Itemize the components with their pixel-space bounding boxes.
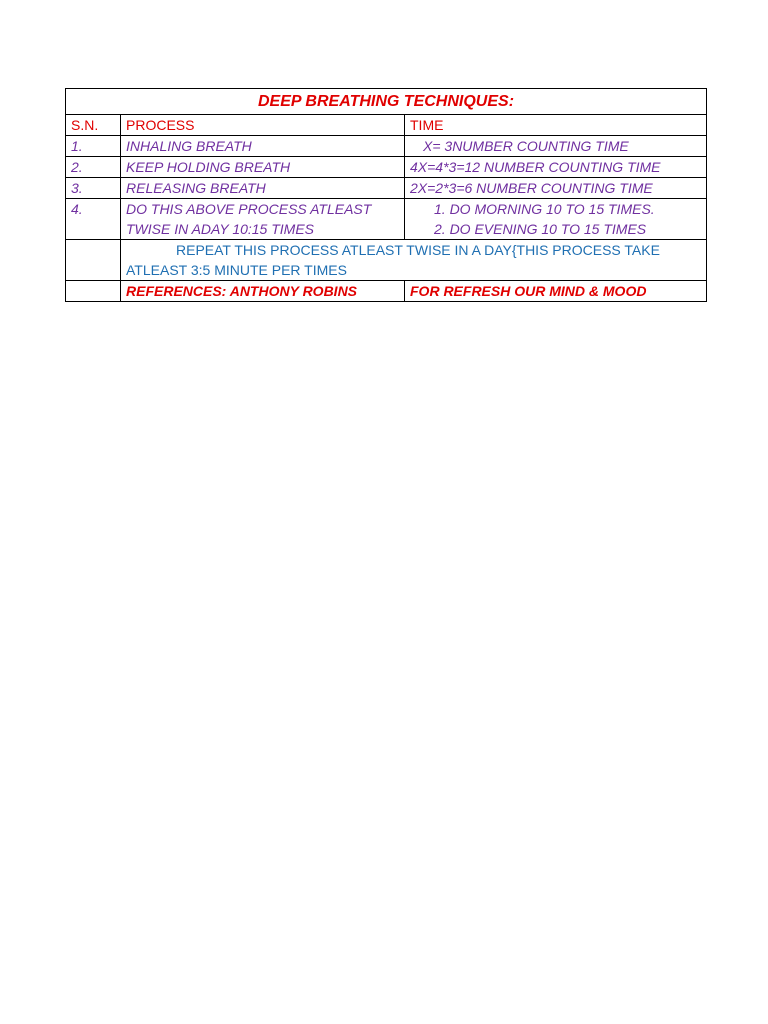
row-sn: 2. [66,157,121,178]
row-time: 4X=4*3=12 NUMBER COUNTING TIME [405,157,707,178]
header-row [66,115,707,136]
repeat-row [66,240,707,281]
header-time: TIME [405,115,707,136]
references-row [66,281,707,302]
row-sn: 4. [66,199,121,240]
row-sn: 3. [66,178,121,199]
row-time [405,199,707,240]
row-process: INHALING BREATH [121,136,405,157]
row-process: RELEASING BREATH [121,178,405,199]
breathing-table [65,88,707,302]
repeat-note-line: ATLEAST 3:5 MINUTE PER TIMES [126,262,347,278]
row-time: X= 3NUMBER COUNTING TIME [405,136,707,157]
list-item: 1. DO MORNING 10 TO 15 TIMES. [434,201,655,217]
empty-cell [66,281,121,302]
references-right: FOR REFRESH OUR MIND & MOOD [405,281,707,302]
header-process: PROCESS [121,115,405,136]
empty-cell [66,240,121,281]
table-row [66,157,707,178]
table-row [66,199,707,240]
row-process: KEEP HOLDING BREATH [121,157,405,178]
repeat-note [121,240,707,281]
table-row [66,178,707,199]
process-line: TWISE IN ADAY 10:15 TIMES [126,221,315,237]
list-item: 2. DO EVENING 10 TO 15 TIMES [434,221,647,237]
table-title: DEEP BREATHING TECHNIQUES: [66,89,707,115]
row-time: 2X=2*3=6 NUMBER COUNTING TIME [405,178,707,199]
time-list [410,199,701,239]
header-sn: S.N. [66,115,121,136]
row-sn: 1. [66,136,121,157]
row-process [121,199,405,240]
table-row [66,136,707,157]
repeat-note-line: REPEAT THIS PROCESS ATLEAST TWISE IN A DAY{THIS PROCESS TAKE [176,242,660,258]
process-line: DO THIS ABOVE PROCESS ATLEAST [126,201,372,217]
references-left: REFERENCES: ANTHONY ROBINS [121,281,405,302]
